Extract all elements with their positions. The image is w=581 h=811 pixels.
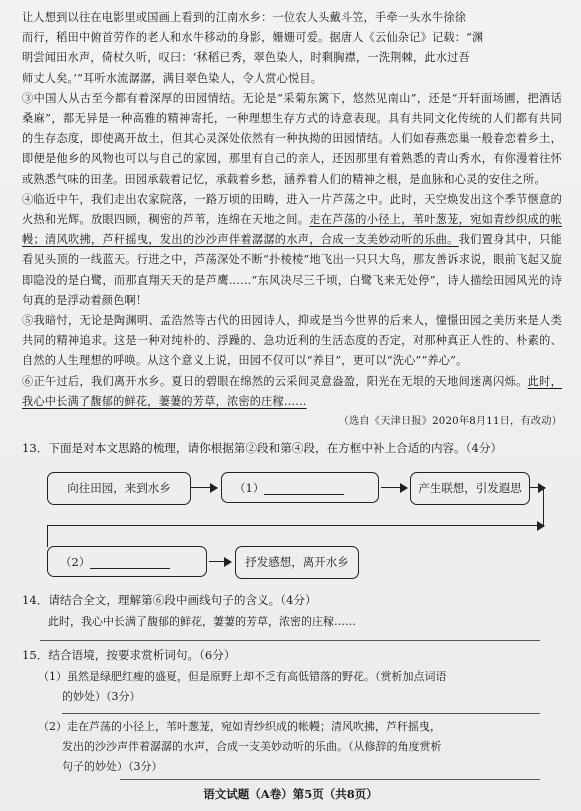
passage-line: 让人想到以往在电影里或国画上看到的江南水乡：一位农人头戴斗笠，手牵一头水牛徐徐 [22, 11, 467, 24]
paragraph-4-text-a: ④临近中午，我们走出农家院落，一路万顷的田畴，进入一片芦荡之中。此时，天空焕发出这个季节惬意的火热和光辉。放眼四顾，稠密的芦苇，连绵在天地之间。 [22, 192, 562, 227]
blank-number-1: （1） [234, 481, 265, 495]
question-14-prompt: 14．请结合全文，理解第⑥段中画线句子的含义。（4分） [22, 593, 317, 607]
answer-line-14[interactable] [40, 640, 540, 641]
paragraph-6 [22, 372, 562, 412]
question-15-1-line-b: 的妙处）（3分） [62, 690, 141, 703]
answer-blank-1[interactable] [264, 480, 344, 495]
question-15-2-line-b: 发出的沙沙声伴着潺潺的水声，合成一支美妙动听的乐曲。（从修辞的角度赏析 [62, 740, 442, 753]
paragraph-3: ③中国人从古至今都有着深厚的田园情结。无论是“采菊东篱下，悠然见南山”，还是“开轩面场圃，把酒话桑麻”，都无异是一种高雅的精神寄托，一种理想生存方式的诗意表现。具有共同文化传统的人们都有共同的生存态度，即使离开故土，但其心灵深处依然有一种执拗的田园情结。人们如春燕恋巢一般眷恋着乡土，即便是他乡的风物也可以与自己的家园，那里有自己的亲人，还因那里有着熟悉的青山秀水，有你漫着往怀或熟悉气味的田垄。田园承载着记忆，承载着乡愁，涵养着人们的精神之根，是血脉和心灵的安住之所。 [22, 91, 562, 186]
flow-arrow-1 [191, 487, 217, 488]
paragraph-4 [22, 190, 562, 311]
flow-connector-down [47, 525, 48, 547]
source-citation: （选自《天津日报》2020年8月11日，有改动） [338, 416, 562, 428]
flow-box-5: 抒发感想，离开水乡 [235, 546, 359, 579]
answer-line-15-2[interactable] [120, 779, 540, 780]
passage-line: 师丈人矣。’”耳听水流潺潺，满目翠色染人，令人赏心悦目。 [22, 71, 323, 85]
flow-connector-bottom [48, 525, 544, 526]
underlined-sentence-p6: 此时，我心中长满了馥郁的鲜花，萋萋的芳草，浓密的庄稼…… [22, 374, 562, 408]
underlined-sentence-p4: 走在芦荡的小径上，苇叶葱茏，宛如青纱织成的帐幔；清风吹拂，芦秆摇曳，发出的沙沙声伴着潺潺的水声，合成一支美妙动听的乐曲。 [22, 213, 562, 247]
flow-arrow-2 [381, 487, 407, 488]
question-13-prompt: 13．下面是对本文思路的梳理，请你根据第②段和第④段，在方框中补上合适的内容。（4分） [22, 441, 503, 455]
blank-number-2: （2） [60, 555, 91, 569]
question-15-1-line-a: （1）虽然是绿肥红瘦的盛夏，但是原野上却不乏有高低错落的野花。（赏析加点词语 [38, 670, 447, 683]
reading-passage [22, 8, 562, 432]
passage-line: 明尝闻田水声，倚杖久听，叹曰：‘秫稻已秀，翠色染人，时剩胸襟，一洗荆棘，此水过吾 [22, 51, 470, 65]
flow-box-3: 产生联想，引发遐思 [410, 472, 530, 505]
passage-line: 而行，稻田中俯首劳作的老人和水牛移动的身影，姗姗可爱。据唐人《云仙杂记》记载：“渊 [22, 31, 484, 45]
question-15-prompt: 15．结合语境，按要求赏析词句。（6分） [22, 648, 236, 662]
question-15-2-line-c: 句子的妙处）（3分） [62, 760, 163, 773]
paragraph-6-text-a: ⑥正午过后，我们离开水乡。夏日的碧眼在绵然的云采间灵意盎盈，阳光在无垠的天地间迷离闪烁。 [22, 374, 528, 388]
question-14-quote: 此时，我心中长满了馥郁的鲜花，萋萋的芳草，浓密的庄稼…… [48, 615, 356, 628]
question-15-2-line-a: （2）走在芦荡的小径上，苇叶葱茏，宛如青纱织成的帐幔；清风吹拂，芦秆摇曳， [38, 720, 441, 733]
page-footer: 语文试题（A卷）第5页（共8页） [203, 787, 378, 801]
flow-box-4-blank[interactable] [47, 546, 207, 577]
flow-box-2-blank[interactable] [221, 472, 379, 503]
paragraph-5: ⑤我暗忖，无论是陶渊明、孟浩然等古代的田园诗人，抑或是当今世界的后来人，憧憬田园之美历来是人类共同的精神追求。这是一种对纯朴的、浮躁的、急功近利的生活态度的否定，对那种真正人性的、朴素的、自然的人生理想的呼唤。从这个意义上说，田园不仅可以“养目”，更可以“洗心”“养心”。 [22, 314, 562, 368]
flow-arrow-3 [209, 561, 231, 562]
flow-box-1: 向往田园，来到水乡 [47, 472, 191, 505]
paragraph-4-text-b: 我们置身其中，只能看见头顶的一线蓝天。行进之中，芦荡深处不断“扑棱棱”地飞出一只只大鸟，那友善诉求说，眼前飞起又旋即隐没的是白鹭，而那直翔天天的是芦鹰……“东风决尽三千顷，白鹭飞来无处停”，诗人描绘田园风光的诗句真的是浮动着颜色啊！ [22, 233, 562, 307]
answer-blank-2[interactable] [90, 554, 170, 569]
answer-line-15-1[interactable] [62, 713, 540, 714]
